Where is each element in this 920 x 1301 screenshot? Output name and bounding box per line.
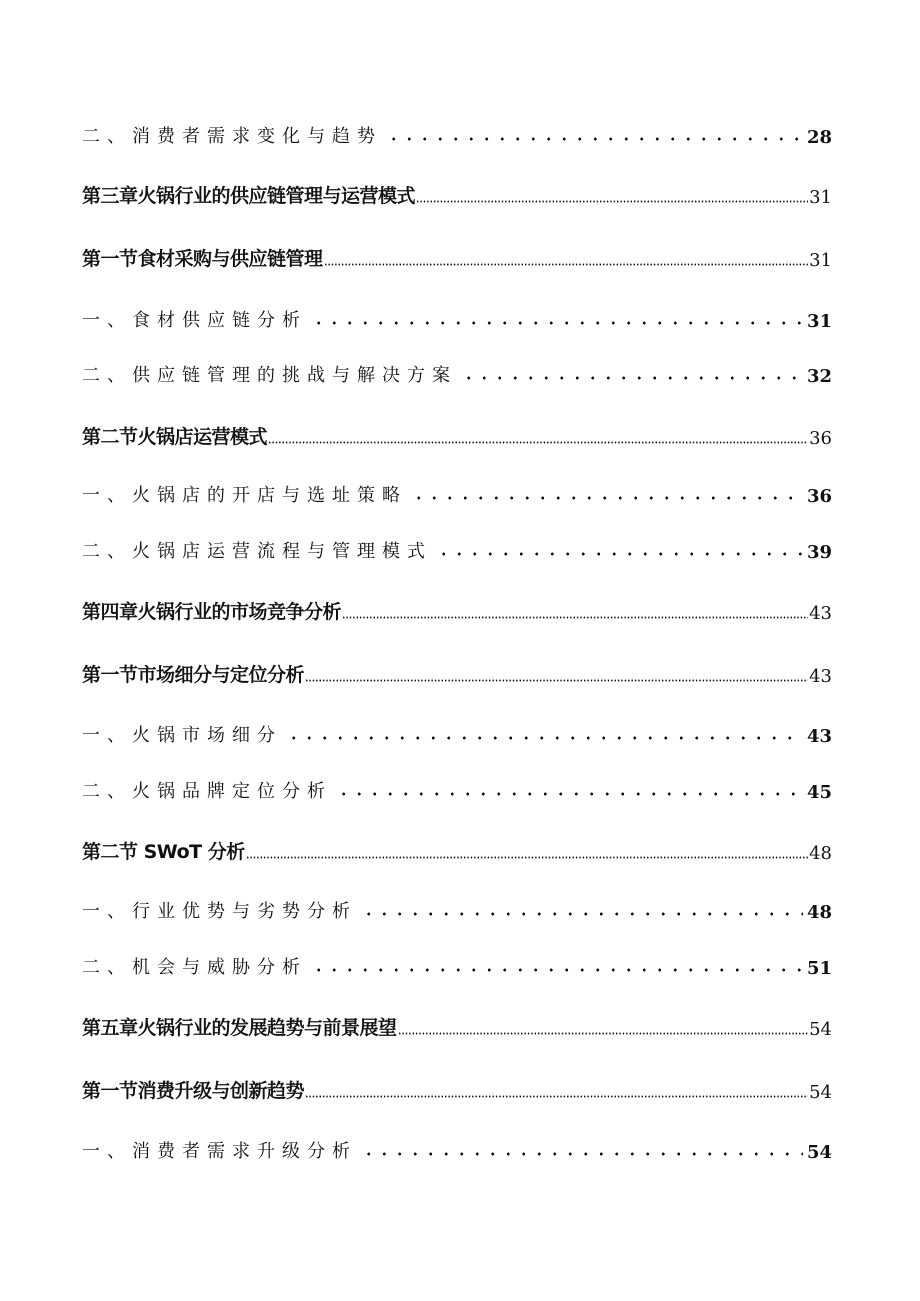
- toc-dot-leader: [398, 1032, 809, 1035]
- toc-dot-leader: [246, 856, 808, 859]
- toc-dot-leader: [286, 735, 803, 741]
- toc-dot-leader: [361, 911, 803, 917]
- toc-entry-title: 第四章火锅行业的市场竞争分析: [82, 601, 342, 623]
- toc-dot-leader: [342, 616, 808, 619]
- toc-dot-leader: [336, 791, 803, 797]
- toc-page-number: 48: [809, 843, 832, 864]
- toc-entry[interactable]: [82, 178, 832, 208]
- toc-page-number: 31: [809, 250, 832, 271]
- toc-dot-leader: [436, 551, 803, 557]
- toc-dot-leader: [305, 1095, 808, 1098]
- toc-entry-title: 一、行业优势与劣势分析: [82, 901, 357, 922]
- toc-entry-title: 一、火锅店的开店与选址策略: [82, 485, 407, 506]
- toc-dot-leader: [386, 136, 803, 142]
- toc-page-number: 45: [806, 782, 832, 803]
- toc-entry[interactable]: [82, 893, 832, 923]
- toc-page-number: 54: [806, 1142, 832, 1163]
- toc-entry-title: 第三章火锅行业的供应链管理与运营模式: [82, 185, 416, 207]
- toc-page-number: 43: [809, 666, 832, 687]
- toc-entry[interactable]: [82, 1073, 832, 1103]
- toc-entry-title: 二、机会与威胁分析: [82, 957, 307, 978]
- toc-entry-title: 一、食材供应链分析: [82, 310, 307, 331]
- toc-entry[interactable]: [82, 477, 832, 507]
- toc-page-number: 48: [806, 902, 832, 923]
- toc-entry-title: 一、火锅市场细分: [82, 725, 282, 746]
- toc-entry-title: 一、消费者需求升级分析: [82, 1141, 357, 1162]
- toc-page-number: 43: [806, 726, 832, 747]
- toc-dot-leader: [461, 375, 803, 381]
- toc-page-number: 43: [809, 603, 832, 624]
- toc-entry-title: 第一节食材采购与供应链管理: [82, 248, 323, 270]
- toc-entry-title: 二、供应链管理的挑战与解决方案: [82, 365, 457, 386]
- toc-entry[interactable]: [82, 241, 832, 271]
- toc-page-number: 36: [806, 486, 832, 507]
- toc-entry-title: 第二节火锅店运营模式: [82, 426, 268, 448]
- toc-entry-title: 第五章火锅行业的发展趋势与前景展望: [82, 1017, 397, 1039]
- toc-page-number: 28: [806, 127, 832, 148]
- toc-entry[interactable]: [82, 834, 832, 864]
- toc-page-number: 39: [806, 542, 832, 563]
- toc-dot-leader: [324, 263, 809, 266]
- toc-entry[interactable]: [82, 773, 832, 803]
- toc-entry[interactable]: [82, 657, 832, 687]
- toc-entry[interactable]: [82, 949, 832, 979]
- toc-dot-leader: [268, 441, 808, 444]
- toc-entry[interactable]: [82, 1133, 832, 1163]
- toc-dot-leader: [311, 320, 803, 326]
- toc-entry-title: 二、火锅店运营流程与管理模式: [82, 541, 432, 562]
- toc-entry[interactable]: [82, 1010, 832, 1040]
- toc-dot-leader: [416, 200, 808, 203]
- toc-page-number: 36: [809, 428, 832, 449]
- toc-page-number: 54: [809, 1019, 832, 1040]
- toc-entry[interactable]: [82, 594, 832, 624]
- toc-entry[interactable]: [82, 717, 832, 747]
- toc-page-number: 31: [806, 311, 832, 332]
- toc-entry[interactable]: [82, 302, 832, 332]
- toc-entry[interactable]: [82, 357, 832, 387]
- toc-dot-leader: [305, 679, 808, 682]
- toc-entry-title: 第一节消费升级与创新趋势: [82, 1080, 305, 1102]
- toc-page-number: 54: [809, 1082, 832, 1103]
- toc-page-number: 32: [806, 366, 832, 387]
- toc-entry[interactable]: [82, 118, 832, 148]
- toc-entry[interactable]: [82, 533, 832, 563]
- toc-entry-title: 第二节 SWoT 分析: [82, 841, 245, 863]
- toc-entry[interactable]: [82, 419, 832, 449]
- toc-entry-title: 第一节市场细分与定位分析: [82, 664, 305, 686]
- toc-dot-leader: [311, 967, 803, 973]
- toc-dot-leader: [361, 1151, 803, 1157]
- toc-entry-title: 二、火锅品牌定位分析: [82, 781, 332, 802]
- toc-page-number: 51: [806, 958, 832, 979]
- toc-dot-leader: [411, 495, 803, 501]
- toc-entry-title: 二、消费者需求变化与趋势: [82, 126, 382, 147]
- toc-page-number: 31: [809, 187, 832, 208]
